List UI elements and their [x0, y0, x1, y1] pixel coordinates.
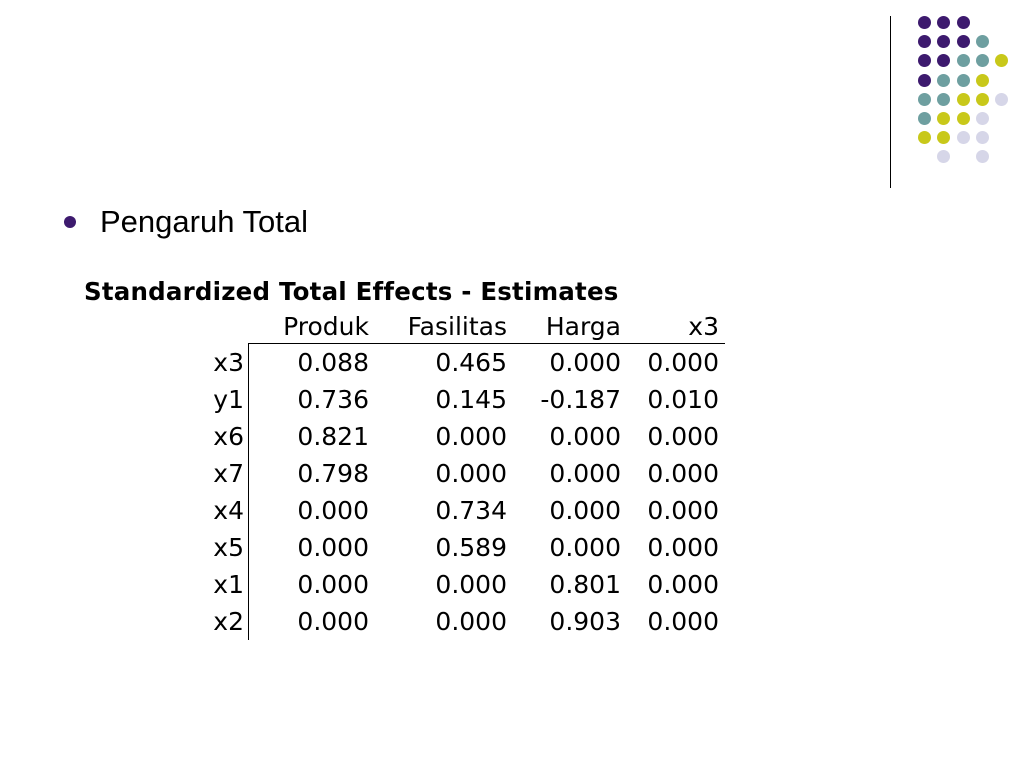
decorative-dot-yellow	[957, 93, 970, 106]
table-cell: -0.187	[540, 385, 621, 414]
decorative-dot-teal	[937, 93, 950, 106]
table-row	[204, 529, 725, 566]
table-cell: 0.000	[549, 533, 621, 562]
table-row	[204, 418, 725, 455]
decorative-dot-teal	[918, 112, 931, 125]
table-cell: 0.000	[435, 607, 507, 636]
table-cell: 0.000	[647, 496, 719, 525]
table-header-row	[204, 311, 725, 344]
column-header: Harga	[507, 311, 621, 344]
row-label: x4	[204, 492, 249, 529]
table-row	[204, 603, 725, 640]
decorative-dot-yellow	[937, 131, 950, 144]
table-cell: 0.000	[435, 459, 507, 488]
decorative-dot-lavender	[937, 150, 950, 163]
decorative-dot-yellow	[918, 131, 931, 144]
table-cell: 0.798	[297, 459, 369, 488]
table-cell: 0.000	[647, 348, 719, 377]
table-row	[204, 492, 725, 529]
row-label: x1	[204, 566, 249, 603]
table-cell: 0.145	[435, 385, 507, 414]
effects-table	[204, 311, 725, 640]
table-cell: 0.589	[435, 533, 507, 562]
table-row	[204, 566, 725, 603]
decorative-dot-purple	[918, 16, 931, 29]
table-cell: 0.000	[549, 459, 621, 488]
row-label: x2	[204, 603, 249, 640]
bullet-icon	[64, 216, 76, 228]
decorative-dot-purple	[937, 35, 950, 48]
decorative-dot-yellow	[937, 112, 950, 125]
table-cell: 0.000	[647, 570, 719, 599]
decorative-dot-purple	[918, 54, 931, 67]
table-cell: 0.000	[647, 459, 719, 488]
table-cell: 0.801	[549, 570, 621, 599]
table-cell: 0.465	[435, 348, 507, 377]
table-cell: 0.000	[647, 533, 719, 562]
table-cell: 0.000	[549, 496, 621, 525]
decorative-dot-purple	[918, 74, 931, 87]
decorative-dot-lavender	[976, 112, 989, 125]
table-cell: 0.000	[549, 348, 621, 377]
decorative-dot-purple	[937, 16, 950, 29]
table-cell: 0.000	[549, 422, 621, 451]
header-corner	[204, 311, 249, 344]
decorative-dot-teal	[976, 54, 989, 67]
decorative-dot-purple	[937, 54, 950, 67]
table-row	[204, 455, 725, 492]
table-cell: 0.000	[297, 607, 369, 636]
table-row	[204, 381, 725, 418]
decorative-dot-teal	[976, 35, 989, 48]
table-cell: 0.000	[297, 496, 369, 525]
bullet-text: Pengaruh Total	[100, 204, 308, 239]
table-title: Standardized Total Effects - Estimates	[84, 277, 619, 306]
table-cell: 0.000	[647, 422, 719, 451]
row-label: y1	[204, 381, 249, 418]
table-row	[204, 344, 725, 382]
decorative-dot-teal	[937, 74, 950, 87]
decorative-dot-teal	[957, 54, 970, 67]
table-cell: 0.000	[297, 533, 369, 562]
table-cell: 0.010	[647, 385, 719, 414]
decorative-dot-lavender	[976, 150, 989, 163]
column-header: x3	[621, 311, 725, 344]
table-cell: 0.734	[435, 496, 507, 525]
decorative-dot-teal	[957, 74, 970, 87]
column-header: Produk	[249, 311, 370, 344]
decorative-dot-lavender	[976, 131, 989, 144]
column-header: Fasilitas	[369, 311, 507, 344]
table-cell: 0.000	[647, 607, 719, 636]
row-label: x5	[204, 529, 249, 566]
decorative-dot-yellow	[957, 112, 970, 125]
table-cell: 0.000	[297, 570, 369, 599]
bullet-item	[64, 200, 308, 244]
table-cell: 0.903	[549, 607, 621, 636]
table-cell: 0.821	[297, 422, 369, 451]
table-cell: 0.000	[435, 570, 507, 599]
decorative-dot-lavender	[957, 131, 970, 144]
decorative-dot-lavender	[995, 93, 1008, 106]
row-label: x7	[204, 455, 249, 492]
decorative-dot-yellow	[976, 93, 989, 106]
table-cell: 0.088	[297, 348, 369, 377]
decorative-dot-teal	[918, 93, 931, 106]
row-label: x6	[204, 418, 249, 455]
effects-table-panel	[84, 277, 725, 640]
decorative-dot-purple	[957, 16, 970, 29]
row-label: x3	[204, 344, 249, 382]
decorative-dot-yellow	[976, 74, 989, 87]
table-cell: 0.736	[297, 385, 369, 414]
table-cell: 0.000	[435, 422, 507, 451]
decorative-dot-grid	[0, 0, 1024, 200]
decorative-dot-yellow	[995, 54, 1008, 67]
decorative-dot-purple	[957, 35, 970, 48]
decorative-dot-purple	[918, 35, 931, 48]
